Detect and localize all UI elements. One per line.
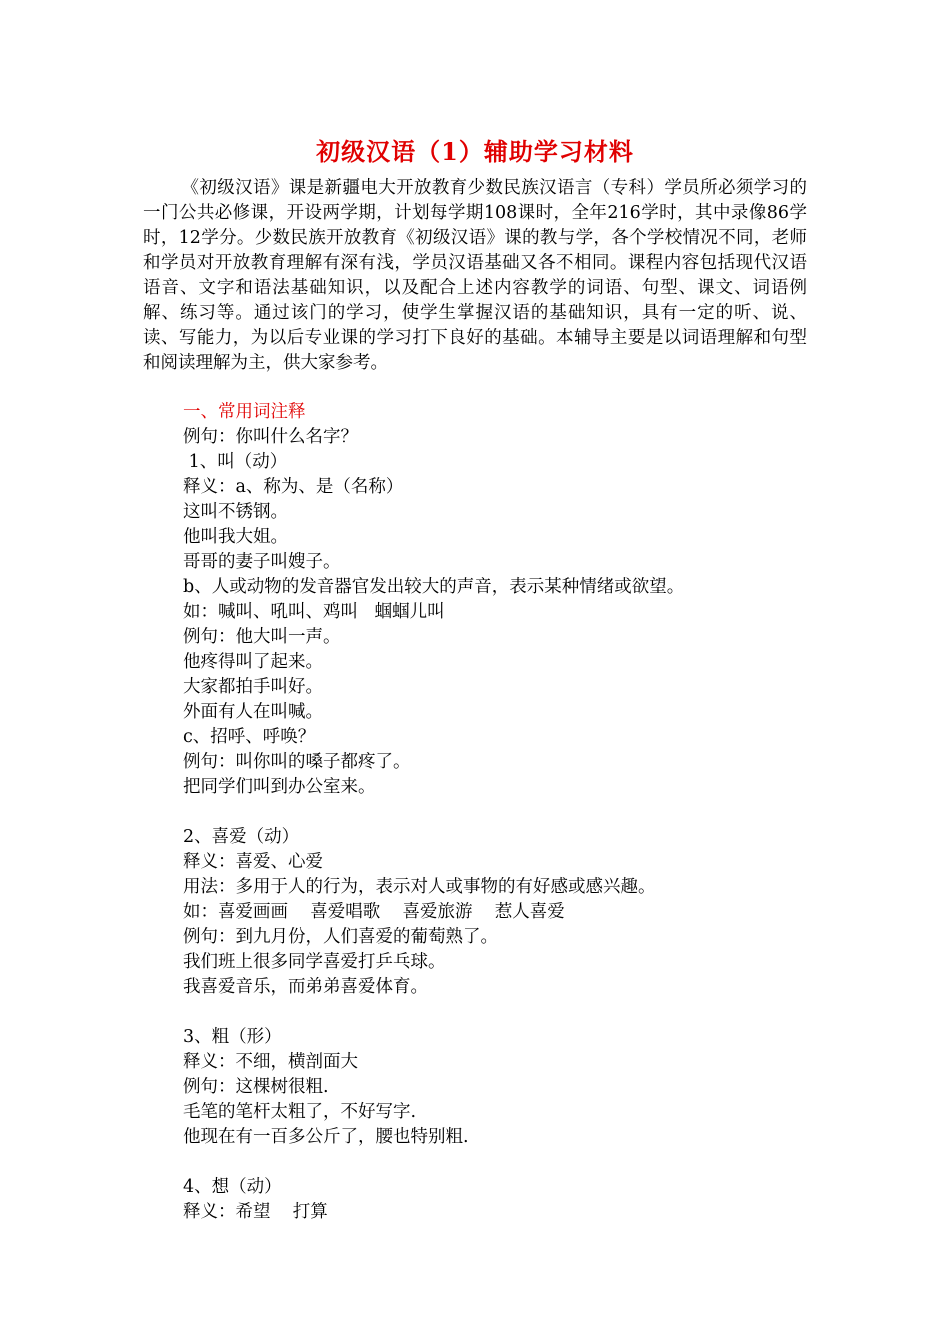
text-line: 我喜爱音乐，而弟弟喜爱体育。 <box>183 977 428 997</box>
entry-heading: 4、想（动） <box>183 1177 282 1197</box>
text-line: 他叫我大姐。 <box>183 527 288 547</box>
text-line: 释义：a、称为、是（名称） <box>183 477 404 497</box>
blank-line <box>183 800 807 825</box>
document-title: 初级汉语（1）辅助学习材料 <box>316 137 634 166</box>
text-line: 释义：不细，横剖面大 <box>183 1052 358 1072</box>
text-line: 用法：多用于人的行为，表示对人或事物的有好感或感兴趣。 <box>183 877 656 897</box>
text-line: 例句：你叫什么名字？ <box>183 427 358 447</box>
text-line: 大家都拍手叫好。 <box>183 677 323 697</box>
text-line: c、招呼、呼唤？ <box>183 727 316 747</box>
text-line: 我们班上很多同学喜爱打乒乓球。 <box>183 952 446 972</box>
text-line: 他现在有一百多公斤了，腰也特别粗. <box>183 1127 469 1147</box>
section-heading: 一、常用词注释 <box>183 402 306 422</box>
text-line: 毛笔的笔杆太粗了，不好写字. <box>183 1102 417 1122</box>
text-line: 这叫不锈钢。 <box>183 502 288 522</box>
text-line: 例句：他大叫一声。 <box>183 627 341 647</box>
entry-heading: 2、喜爱（动） <box>183 827 300 847</box>
text-line: 他疼得叫了起来。 <box>183 652 323 672</box>
text-line: 如：喜爱画画 喜爱唱歌 喜爱旅游 惹人喜爱 <box>183 902 565 922</box>
entry-heading: 3、粗（形） <box>183 1027 282 1047</box>
text-line: 例句：叫你叫的嗓子都疼了。 <box>183 752 411 772</box>
text-line: b、人或动物的发音器官发出较大的声音，表示某种情绪或欲望。 <box>183 577 685 597</box>
text-line: 例句：到九月份，人们喜爱的葡萄熟了。 <box>183 927 498 947</box>
text-line: 例句：这棵树很粗. <box>183 1077 329 1097</box>
text-line: 外面有人在叫喊。 <box>183 702 323 722</box>
text-line: 把同学们叫到办公室来。 <box>183 777 376 797</box>
intro-paragraph: 《初级汉语》课是新疆电大开放教育少数民族汉语言（专科）学员所必须学习的一门公共必修课，开设两学期，计划每学期108课时，全年216学时，其中录像86学时，12学分。少数民族开放教育《初级汉语》课的教与学，各个学校情况不同，老师和学员对开放教育理解有深有浅，学员汉语基础又各不相同。课程内容包括现代汉语语音、文字和语法基础知识，以及配合上述内容教学的词语、句型、课文、词语例解、练习等。通过该门的学习，使学生掌握汉语的基础知识，具有一定的听、说、读、写能力，为以后专业课的学习打下良好的基础。本辅导主要是以词语理解和句型和阅读理解为主，供大家参考。 <box>143 178 807 373</box>
text-line: 释义：喜爱、心爱 <box>183 852 323 872</box>
blank-line <box>183 1000 807 1025</box>
text-line: 哥哥的妻子叫嫂子。 <box>183 552 341 572</box>
text-line: 如：喊叫、吼叫、鸡叫 蝈蝈儿叫 <box>183 602 445 622</box>
text-line: 释义：希望 打算 <box>183 1202 328 1222</box>
entry-heading: 1、叫（动） <box>183 452 288 472</box>
blank-line <box>183 1150 807 1175</box>
document-body <box>183 400 807 1225</box>
